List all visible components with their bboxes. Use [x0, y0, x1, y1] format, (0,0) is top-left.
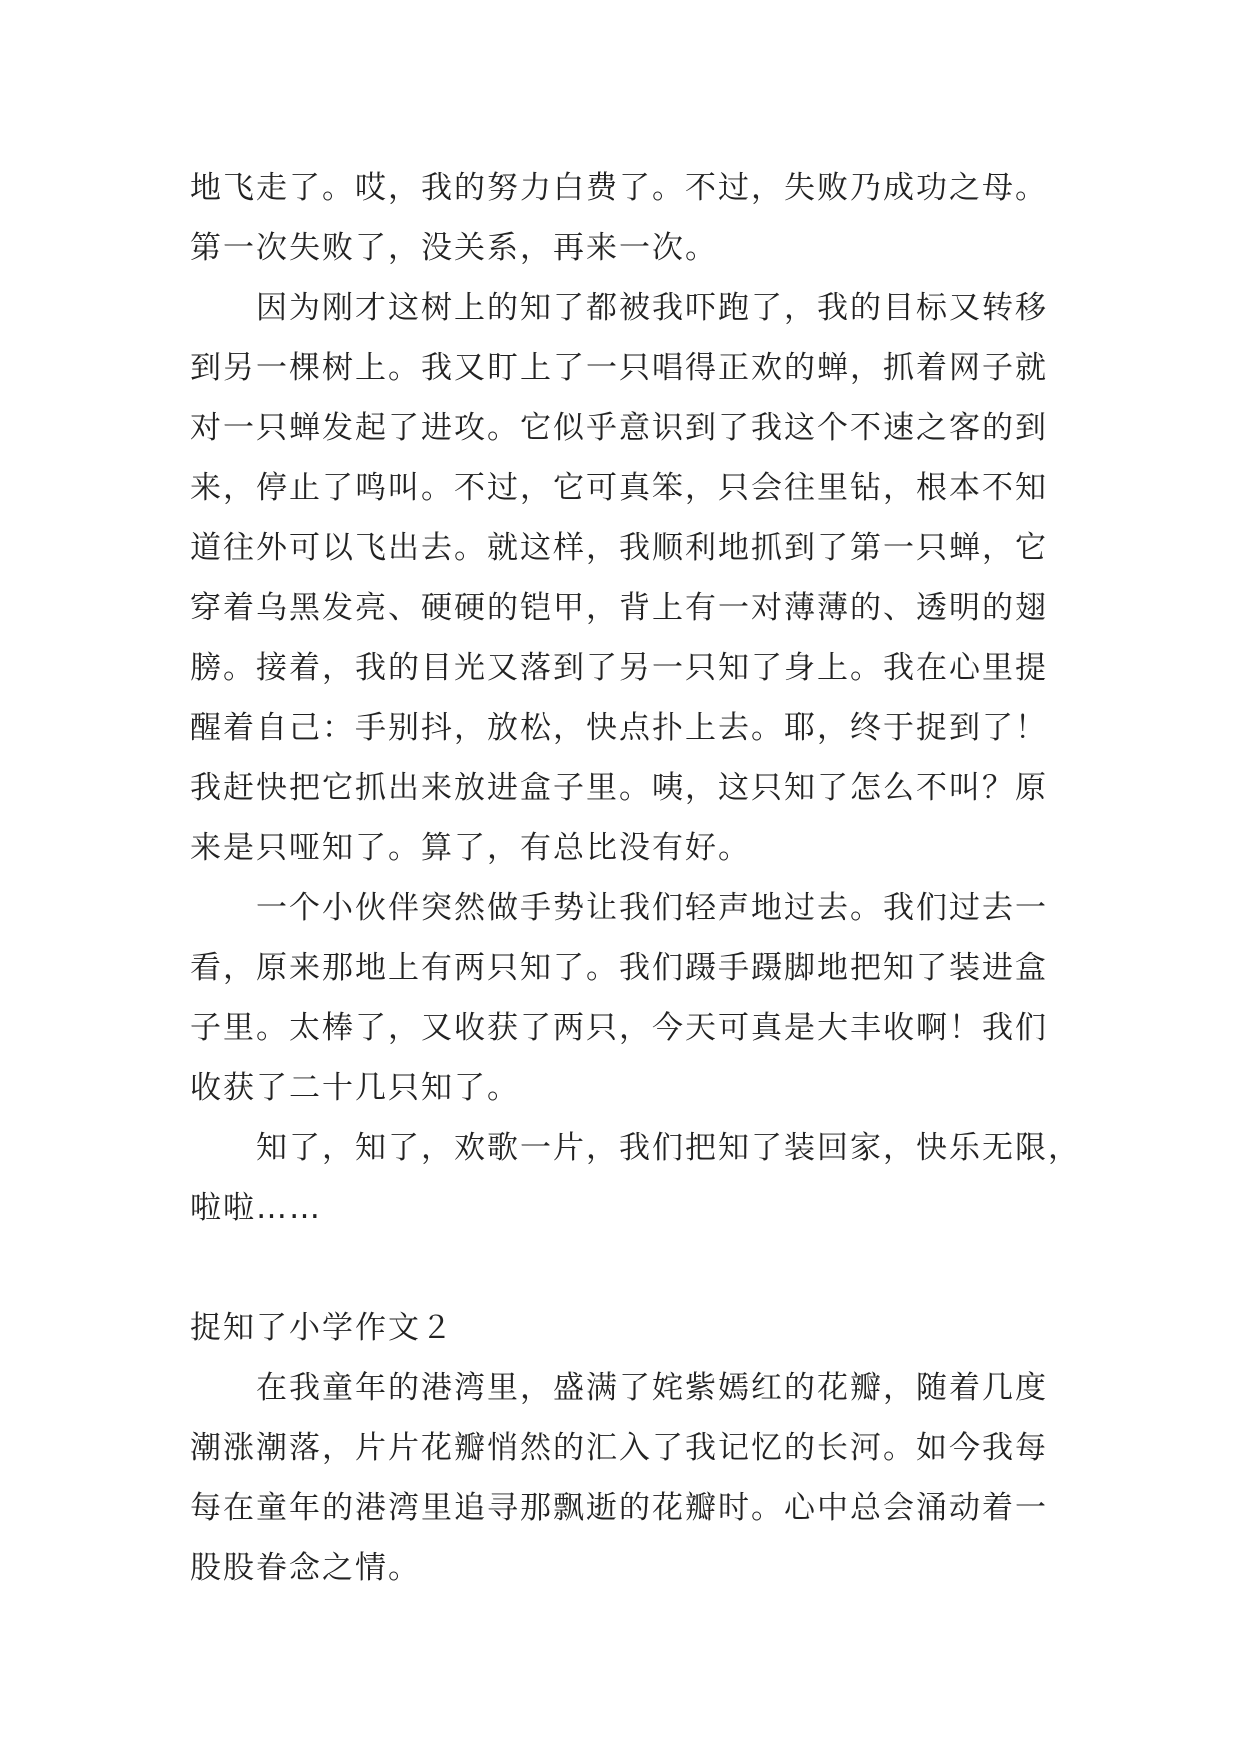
text-line: 一个小伙伴突然做手势让我们轻声地过去。我们过去一 — [256, 890, 1048, 926]
essay-title: 捉知了小学作文２ — [190, 1310, 454, 1346]
text-line: 来是只哑知了。算了，有总比没有好。 — [190, 830, 751, 866]
text-line: 穿着乌黑发亮、硬硬的铠甲，背上有一对薄薄的、透明的翅 — [190, 590, 1048, 626]
text-line: 膀。接着，我的目光又落到了另一只知了身上。我在心里提 — [190, 650, 1048, 686]
text-line: 看，原来那地上有两只知了。我们蹑手蹑脚地把知了装进盒 — [190, 950, 1048, 986]
text-line: 我赶快把它抓出来放进盒子里。咦，这只知了怎么不叫？原 — [190, 770, 1048, 806]
text-line: 对一只蝉发起了进攻。它似乎意识到了我这个不速之客的到 — [190, 410, 1048, 446]
paragraph-ending — [190, 1118, 1081, 1238]
section-spacer — [190, 1238, 1070, 1298]
text-line: 潮涨潮落，片片花瓣悄然的汇入了我记忆的长河。如今我每 — [190, 1430, 1048, 1466]
text-line: 地飞走了。哎，我的努力白费了。不过，失败乃成功之母。 — [190, 170, 1048, 206]
text-line: 第一次失败了，没关系，再来一次。 — [190, 230, 718, 266]
text-line: 知了，知了，欢歌一片，我们把知了装回家，快乐无限， — [256, 1130, 1081, 1166]
paragraph-two-cicadas — [190, 878, 1070, 1118]
paragraph-continuation — [190, 158, 1070, 278]
paragraph-catching-cicadas — [190, 278, 1070, 878]
text-line: 道往外可以飞出去。就这样，我顺利地抓到了第一只蝉，它 — [190, 530, 1048, 566]
text-line: 到另一棵树上。我又盯上了一只唱得正欢的蝉，抓着网子就 — [190, 350, 1048, 386]
text-line: 啦啦…… — [190, 1190, 322, 1226]
text-line: 每在童年的港湾里追寻那飘逝的花瓣时。心中总会涌动着一 — [190, 1490, 1048, 1526]
text-line: 收获了二十几只知了。 — [190, 1070, 520, 1106]
text-line: 来，停止了鸣叫。不过，它可真笨，只会往里钻，根本不知 — [190, 470, 1048, 506]
text-line: 在我童年的港湾里，盛满了姹紫嫣红的花瓣，随着几度 — [256, 1370, 1048, 1406]
text-line: 股股眷念之情。 — [190, 1550, 421, 1586]
text-line: 因为刚才这树上的知了都被我吓跑了，我的目标又转移 — [256, 290, 1048, 326]
text-line: 子里。太棒了，又收获了两只，今天可真是大丰收啊！我们 — [190, 1010, 1048, 1046]
text-line: 醒着自己：手别抖，放松，快点扑上去。耶，终于捉到了！ — [190, 710, 1048, 746]
document-body — [190, 158, 1081, 1598]
paragraph-childhood-harbor — [190, 1358, 1070, 1598]
